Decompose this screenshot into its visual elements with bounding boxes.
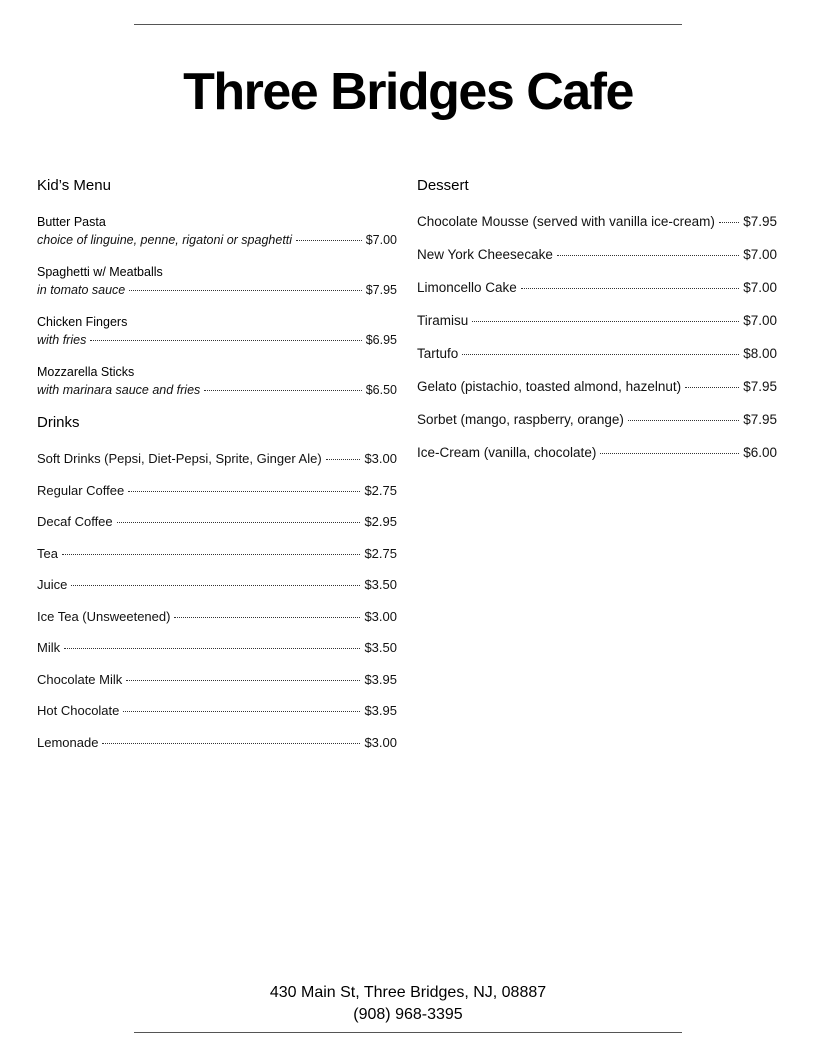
item-name: Gelato (pistachio, toasted almond, hazelnut) (417, 379, 682, 394)
item-name: Regular Coffee (37, 482, 125, 498)
dot-leader (123, 711, 360, 712)
left-column (37, 176, 397, 765)
dot-leader (128, 491, 360, 492)
item-name: Tartufo (417, 346, 459, 361)
item-price: $2.95 (364, 514, 397, 529)
menu-item (417, 213, 777, 231)
dot-leader (174, 617, 360, 618)
dot-leader (462, 354, 739, 355)
item-name: Lemonade (37, 734, 99, 750)
item-name: Limoncello Cake (417, 280, 517, 295)
item-description: in tomato sauce (37, 283, 126, 297)
dot-leader (126, 680, 360, 681)
item-price: $3.95 (364, 703, 397, 718)
dot-leader (628, 420, 739, 421)
item-name: Mozzarella Sticks (37, 365, 135, 379)
menu-item (37, 734, 397, 752)
menu-item (37, 608, 397, 626)
item-description: with fries (37, 333, 87, 347)
dot-leader (204, 390, 361, 391)
dot-leader (62, 554, 360, 555)
item-price: $6.95 (365, 333, 397, 347)
menu-item (417, 246, 777, 264)
dot-leader (719, 222, 739, 223)
item-price: $3.50 (364, 640, 397, 655)
item-price: $7.00 (743, 247, 777, 262)
dot-leader (90, 340, 361, 341)
item-price: $7.95 (365, 283, 397, 297)
menu-item (37, 702, 397, 720)
menu-item (37, 639, 397, 657)
dot-leader (117, 522, 361, 523)
item-price: $7.00 (743, 313, 777, 328)
menu-item (37, 313, 397, 349)
dot-leader (326, 459, 361, 460)
item-description: choice of linguine, penne, rigatoni or spaghetti (37, 233, 293, 247)
dot-leader (102, 743, 360, 744)
dot-leader (557, 255, 739, 256)
item-name: Chocolate Milk (37, 671, 123, 687)
item-name: Butter Pasta (37, 215, 106, 229)
item-description: with marinara sauce and fries (37, 383, 201, 397)
item-name: New York Cheesecake (417, 247, 553, 262)
item-price: $7.95 (743, 379, 777, 394)
item-name: Tea (37, 545, 58, 561)
menu-item (37, 450, 397, 468)
dot-leader (685, 387, 739, 388)
menu-item (37, 482, 397, 500)
menu-item (417, 279, 777, 297)
dot-leader (71, 585, 360, 586)
menu-item (37, 545, 397, 563)
item-name: Milk (37, 640, 61, 655)
dessert-heading: Dessert (417, 177, 469, 194)
drinks-heading: Drinks (37, 414, 80, 431)
item-name: Ice Tea (Unsweetened) (37, 608, 171, 624)
menu-item (37, 213, 397, 249)
right-column (417, 176, 777, 477)
item-name: Chocolate Mousse (served with vanilla ice-cream) (417, 214, 715, 229)
footer-contact (0, 982, 816, 1026)
menu-item (417, 444, 777, 462)
menu-item (37, 513, 397, 531)
item-price: $6.50 (365, 383, 397, 397)
item-price: $3.00 (364, 451, 397, 466)
menu-item (37, 671, 397, 689)
footer-phone: (908) 968-3395 (353, 1006, 463, 1023)
menu-item (417, 312, 777, 330)
dot-leader (600, 453, 739, 454)
item-price: $3.95 (364, 671, 397, 687)
item-name: Decaf Coffee (37, 514, 113, 529)
item-name: Sorbet (mango, raspberry, orange) (417, 412, 624, 427)
item-price: $8.00 (743, 346, 777, 361)
item-price: $7.00 (365, 233, 397, 247)
kids-menu-heading: Kid’s Menu (37, 177, 111, 194)
item-price: $7.95 (743, 412, 777, 427)
item-price: $7.95 (743, 214, 777, 229)
footer-address: 430 Main St, Three Bridges, NJ, 08887 (269, 984, 547, 1001)
item-price: $2.75 (364, 482, 397, 498)
dot-leader (296, 240, 362, 241)
menu-item (417, 345, 777, 363)
page-title: Three Bridges Cafe (183, 63, 633, 121)
item-name: Juice (37, 577, 68, 592)
dot-leader (521, 288, 739, 289)
item-name: Chicken Fingers (37, 315, 128, 329)
menu-item (417, 411, 777, 429)
menu-item (37, 363, 397, 399)
item-price: $2.75 (364, 545, 397, 561)
item-name: Ice-Cream (vanilla, chocolate) (417, 445, 597, 460)
menu-item (37, 263, 397, 299)
top-divider (134, 24, 682, 25)
item-name: Spaghetti w/ Meatballs (37, 265, 163, 279)
dot-leader (129, 290, 361, 291)
item-price: $3.00 (364, 734, 397, 750)
item-price: $3.00 (364, 608, 397, 624)
item-name: Hot Chocolate (37, 703, 120, 718)
item-name: Tiramisu (417, 313, 469, 328)
menu-item (417, 378, 777, 396)
item-price: $6.00 (743, 445, 777, 460)
item-price: $7.00 (743, 280, 777, 295)
item-price: $3.50 (364, 577, 397, 592)
bottom-divider (134, 1032, 682, 1033)
menu-item (37, 576, 397, 594)
dot-leader (64, 648, 360, 649)
item-name: Soft Drinks (Pepsi, Diet-Pepsi, Sprite, Ginger Ale) (37, 451, 322, 466)
dot-leader (472, 321, 739, 322)
